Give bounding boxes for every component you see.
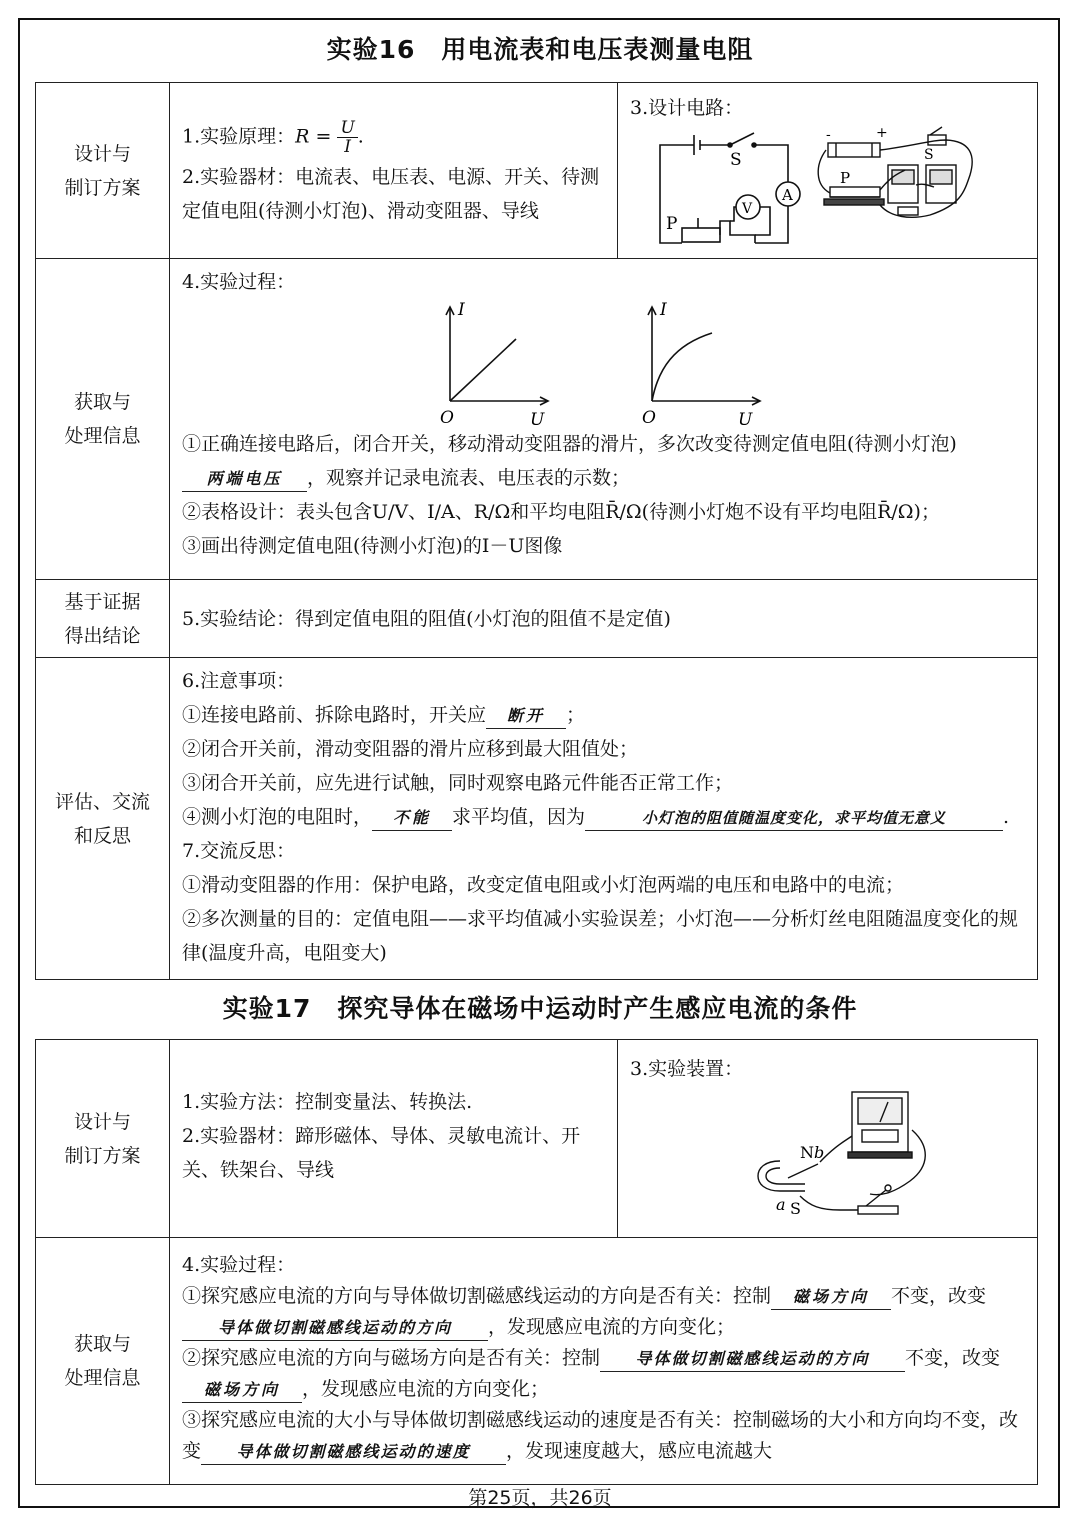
apparatus-switch-label: S	[924, 147, 934, 163]
exp16-note4: ④测小灯泡的电阻时， 不能 求平均值，因为 小灯泡的阻值随温度变化，求平均值无意义 .	[182, 800, 1027, 834]
answer-blank: 导体做切割磁感线运动的方向	[182, 1316, 488, 1341]
exp16-step2: ②表格设计：表头包含U/V、I/A、R/Ω和平均电阻R̄/Ω(待测小灯炮不设有平均电阻R̄/Ω)；	[182, 501, 940, 523]
exp17-device-title: 3.实验装置：	[630, 1058, 744, 1080]
answer-blank: 磁场方向	[182, 1378, 302, 1403]
exp16-note1: ①连接电路前、拆除电路时，开关应 断开 ；	[182, 698, 1027, 732]
exp16-cat-reflection: 评估、交流 和反思	[36, 658, 170, 980]
circuit-diagram	[630, 125, 1030, 247]
graph1-u-label: U	[530, 410, 545, 429]
conductor-a-label: a	[776, 1195, 786, 1214]
switch-label: S	[730, 150, 742, 170]
answer-blank: 磁场方向	[771, 1285, 891, 1310]
exp16-reflect2: ②多次测量的目的：定值电阻——求平均值减小实验误差；小灯泡——分析灯丝电阻随温度变化的规律(温度升高，电阻变大)	[182, 908, 1019, 964]
exp16-note3: ③闭合开关前，应先进行试触，同时观察电路元件能否正常工作；	[182, 772, 734, 794]
apparatus-diagram	[630, 1086, 1030, 1226]
exp16-table	[35, 82, 1038, 980]
exp17-cat-design: 设计与 制订方案	[36, 1040, 170, 1238]
answer-blank: 两端电压	[182, 467, 307, 492]
iu-graphs	[422, 299, 842, 429]
page-number: 第25页，共26页	[468, 1487, 612, 1509]
exp16-title: 实验16 用电流表和电压表测量电阻	[326, 35, 754, 64]
exp17-equipment: 2.实验器材：蹄形磁体、导体、灵敏电流计、开关、铁架台、导线	[182, 1124, 581, 1181]
answer-blank: 导体做切割磁感线运动的方向	[600, 1347, 905, 1372]
exp17-process-title: 4.实验过程：	[182, 1254, 296, 1276]
exp17-step1: ①探究感应电流的方向与导体做切割磁感线运动的方向是否有关：控制 磁场方向 不变，改变导体做切割磁感线运动的方向 ，发现感应电流的方向变化；	[182, 1281, 1027, 1343]
graph1-origin-label: O	[440, 408, 454, 428]
graph1-i-label: I	[458, 300, 465, 320]
magnet-s-label: S	[790, 1199, 801, 1218]
exp16-reflect-title: 7.交流反思：	[182, 840, 296, 862]
exp16-cat-conclusion: 基于证据 得出结论	[36, 580, 170, 658]
exp16-notes-title: 6.注意事项：	[182, 670, 296, 692]
exp17-method: 1.实验方法：控制变量法、转换法.	[182, 1090, 473, 1113]
exp17-step3: ③探究感应电流的大小与导体做切割磁感线运动的速度是否有关：控制磁场的大小和方向均不变，改变 导体做切割磁感线运动的速度 ，发现速度越大，感应电流越大	[182, 1405, 1027, 1467]
exp16-conclusion: 5.实验结论：得到定值电阻的阻值(小灯泡的阻值不是定值)	[182, 607, 671, 630]
magnet-n-label: N	[800, 1143, 814, 1162]
ammeter-label: A	[782, 186, 793, 204]
principle-fraction: $\frac{U}{I}$	[337, 119, 357, 156]
exp17-step2: ②探究感应电流的方向与磁场方向是否有关：控制 导体做切割磁感线运动的方向 不变，改变磁场方向 ，发现感应电流的方向变化；	[182, 1343, 1027, 1405]
battery-minus-label: -	[826, 127, 831, 143]
exp16-circuit-title: 3.设计电路：	[630, 97, 744, 119]
answer-blank: 小灯泡的阻值随温度变化，求平均值无意义	[585, 806, 1003, 831]
exp16-reflect1: ①滑动变阻器的作用：保护电路，改变定值电阻或小灯泡两端的电压和电路中的电流；	[182, 874, 905, 896]
exp16-equipment: 2.实验器材：电流表、电压表、电源、开关、待测定值电阻(待测小灯泡)、滑动变阻器、导线	[182, 166, 600, 222]
exp16-process-title: 4.实验过程：	[182, 271, 296, 293]
apparatus-rheostat-label: P	[840, 169, 851, 187]
exp16-step1: ①正确连接电路后，闭合开关，移动滑动变阻器的滑片，多次改变待测定值电阻(待测小灯泡)两端电压 ，观察并记录电流表、电压表的示数；	[182, 427, 1027, 495]
exp16-cat-process: 获取与 处理信息	[36, 259, 170, 580]
answer-blank: 不能	[372, 806, 452, 831]
exp16-step3: ③画出待测定值电阻(待测小灯泡)的I－U图像	[182, 535, 563, 557]
graph2-origin-label: O	[642, 408, 656, 428]
graph2-u-label: U	[738, 410, 753, 429]
answer-blank: 断开	[486, 704, 566, 729]
exp17-table	[35, 1039, 1038, 1485]
exp16-principle: 1.实验原理：R = $\frac{U}{I}$ .	[182, 118, 364, 157]
graph2-i-label: I	[660, 300, 667, 320]
battery-plus-label: +	[876, 125, 888, 141]
exp17-cat-process: 获取与 处理信息	[36, 1238, 170, 1485]
voltmeter-label: V	[742, 201, 753, 217]
answer-blank: 导体做切割磁感线运动的速度	[201, 1440, 506, 1465]
exp17-title: 实验17 探究导体在磁场中运动时产生感应电流的条件	[222, 994, 858, 1023]
exp16-note2: ②闭合开关前，滑动变阻器的滑片应移到最大阻值处；	[182, 738, 639, 760]
exp16-cat-design: 设计与 制订方案	[36, 83, 170, 259]
conductor-b-label: b	[814, 1143, 825, 1162]
rheostat-label: P	[666, 214, 678, 234]
